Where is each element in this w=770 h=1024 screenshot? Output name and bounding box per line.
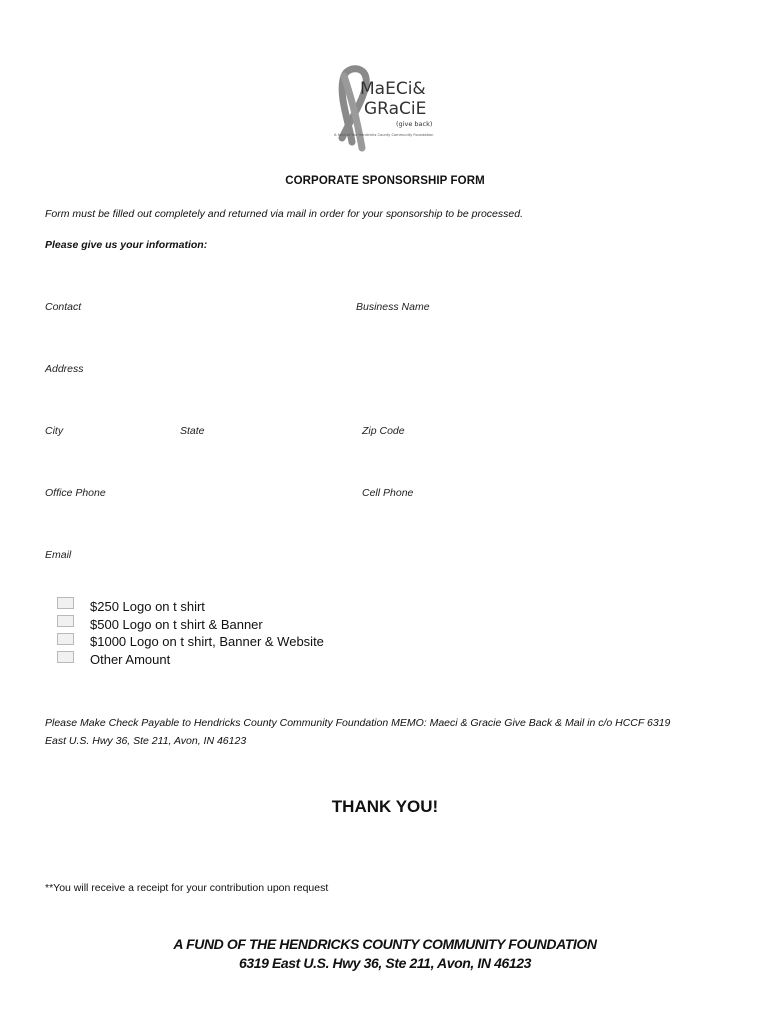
address-label: Address bbox=[45, 363, 84, 375]
cell-phone-label: Cell Phone bbox=[362, 487, 414, 499]
option-250-label: $250 Logo on t shirt bbox=[90, 599, 205, 614]
svg-text:MaECi&: MaECi& bbox=[360, 79, 426, 99]
svg-text:(give back): (give back) bbox=[396, 120, 433, 128]
svg-text:GRaCiE: GRaCiE bbox=[364, 99, 427, 119]
option-250 bbox=[57, 594, 205, 614]
payable-instructions bbox=[45, 714, 735, 750]
business-name-label: Business Name bbox=[356, 301, 430, 313]
footer-line-2: 6319 East U.S. Hwy 36, Ste 211, Avon, IN 46123 bbox=[238, 955, 532, 971]
zip-code-label: Zip Code bbox=[362, 425, 405, 437]
form-intro: Form must be filled out completely and returned via mail in order for your sponsorship to be processed. bbox=[45, 208, 523, 220]
city-label: City bbox=[45, 425, 64, 437]
option-500 bbox=[57, 612, 263, 632]
option-1000 bbox=[57, 630, 324, 649]
maeci-gracie-logo bbox=[330, 64, 442, 152]
svg-text:A fund of the Hendricks County: A fund of the Hendricks County Community Foundation bbox=[334, 133, 434, 137]
option-1000-label: $1000 Logo on t shirt, Banner & Website bbox=[90, 634, 324, 649]
contact-label: Contact bbox=[45, 301, 82, 313]
receipt-note: **You will receive a receipt for your contribution upon request bbox=[45, 882, 329, 894]
payable-line-1: Please Make Check Payable to Hendricks County Community Foundation MEMO: Maeci & Gracie Give Back & Mail in c/o HCCF 6319 bbox=[45, 717, 671, 729]
option-500-checkbox[interactable] bbox=[57, 615, 74, 627]
option-250-checkbox[interactable] bbox=[57, 597, 74, 609]
form-title: CORPORATE SPONSORSHIP FORM bbox=[285, 175, 485, 187]
option-1000-checkbox[interactable] bbox=[57, 633, 74, 645]
office-phone-label: Office Phone bbox=[45, 487, 106, 499]
info-prompt: Please give us your information: bbox=[45, 239, 208, 251]
option-500-label: $500 Logo on t shirt & Banner bbox=[90, 617, 263, 632]
option-other-label: Other Amount bbox=[90, 652, 171, 667]
thank-you-heading: THANK YOU! bbox=[331, 797, 439, 816]
email-label: Email bbox=[45, 549, 72, 561]
option-other bbox=[57, 648, 171, 667]
payable-line-2: East U.S. Hwy 36, Ste 211, Avon, IN 46123 bbox=[45, 735, 247, 747]
state-label: State bbox=[180, 425, 205, 437]
footer-line-1: A FUND OF THE HENDRICKS COUNTY COMMUNITY FOUNDATION bbox=[173, 936, 597, 952]
option-other-checkbox[interactable] bbox=[57, 651, 74, 663]
ribbon-logo-icon bbox=[330, 64, 442, 152]
